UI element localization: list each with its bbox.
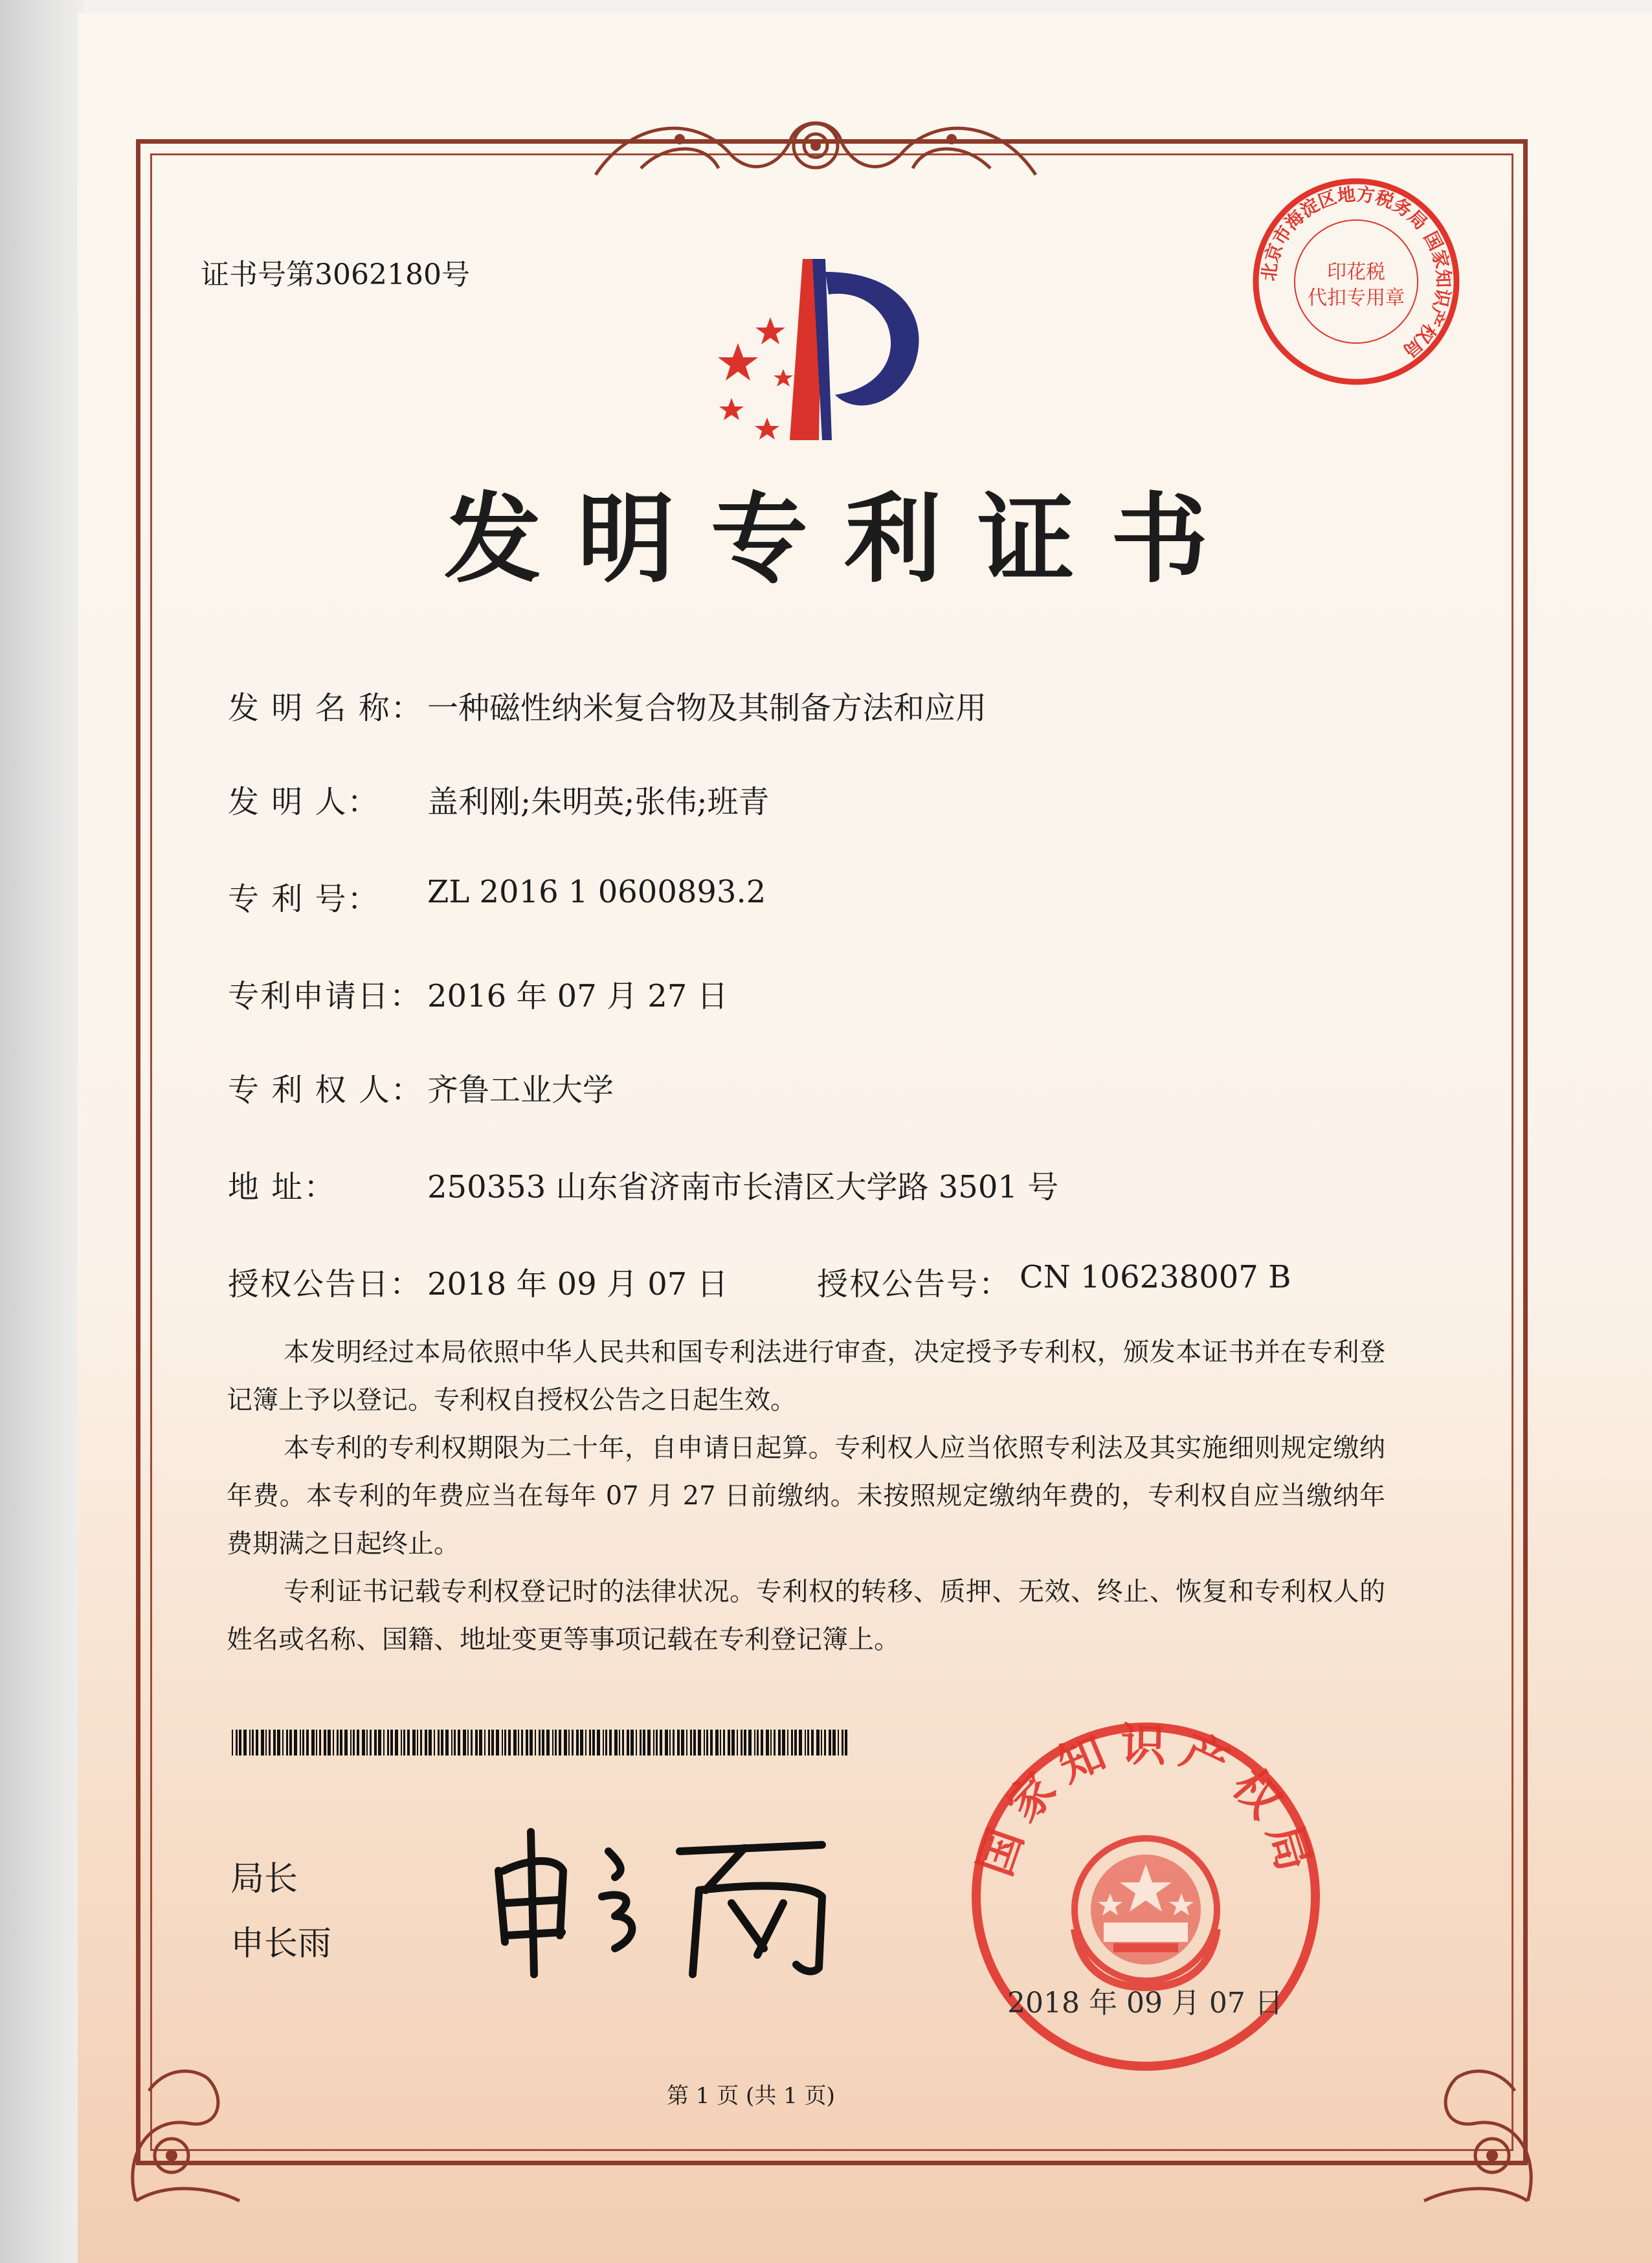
invention-name-label: 发 明 名 称： [228,690,423,726]
certificate-number: 证书号第3062180号 [201,258,470,291]
patentee-label: 专 利 权 人： [228,1072,423,1108]
patent-office-emblem-icon [693,246,965,453]
handwritten-signature [486,1812,848,1981]
certificate-body [227,1328,1385,1664]
address-label: 地 址： [228,1169,337,1205]
patentee-value: 齐鲁工业大学 [427,1072,614,1108]
patent-number-label: 专 利 号： [228,881,380,917]
grant-date-value: 2018 年 09 月 07 日 [427,1266,728,1302]
bottom-right-ornament-icon [1411,2052,1554,2207]
director-title: 局长 [230,1860,298,1899]
director-name: 申长雨 [230,1924,332,1963]
body-paragraph-2: 本专利的专利权期限为二十年，自申请日起算。专利权人应当依照专利法及其实施细则规定缴纳年费。本专利的年费应当在每年 07 月 27 日前缴纳。未按照规定缴纳年费的，专利权自应当缴纳年费期满之日起终止。 [227,1433,1385,1559]
grant-publication-number-value: CN 106238007 B [1020,1259,1291,1295]
invention-name-value: 一种磁性纳米复合物及其制备方法和应用 [427,690,987,726]
cnipa-official-seal-icon [965,1715,1327,2078]
scan-page-edge-shadow [0,0,84,2263]
bottom-left-ornament-icon [110,2052,252,2207]
top-ornament-icon [583,104,1049,188]
barcode-icon [232,1730,851,1756]
tax-seal-line-1: 印花税 [1327,261,1385,284]
inventors-value: 盖利刚;朱明英;张伟;班青 [427,784,770,820]
page-info: 第 1 页 (共 1 页) [667,2083,835,2109]
seal-date: 2018 年 09 月 07 日 [1007,1987,1283,2020]
application-date-label: 专利申请日： [228,978,423,1014]
body-paragraph-3: 专利证书记载专利权登记时的法律状况。专利权的转移、质押、无效、终止、恢复和专利权人的姓名或名称、国籍、地址变更等事项记载在专利登记簿上。 [227,1577,1385,1655]
body-paragraph-1: 本发明经过本局依照中华人民共和国专利法进行审查，决定授予专利权，颁发本证书并在专利登记簿上予以登记。专利权自授权公告之日起生效。 [227,1337,1385,1415]
grant-date-label: 授权公告日： [228,1266,423,1302]
application-date-value: 2016 年 07 月 27 日 [427,978,728,1014]
tax-stamp-seal-icon [1249,175,1463,388]
certificate-title: 发明专利证书 [444,484,1245,596]
tax-seal-line-2: 代扣专用章 [1308,287,1405,309]
patent-number-value: ZL 2016 1 0600893.2 [427,874,766,910]
address-value: 250353 山东省济南市长清区大学路 3501 号 [427,1169,1059,1205]
inventors-label: 发 明 人： [228,784,380,820]
tax-seal-ring-text: 北京市海淀区地方税务局 国家知识产权局 [1258,183,1455,362]
main-seal-ring-text: 国家知识产权局 [968,1718,1325,1888]
grant-publication-number-label: 授权公告号： [817,1266,1012,1302]
